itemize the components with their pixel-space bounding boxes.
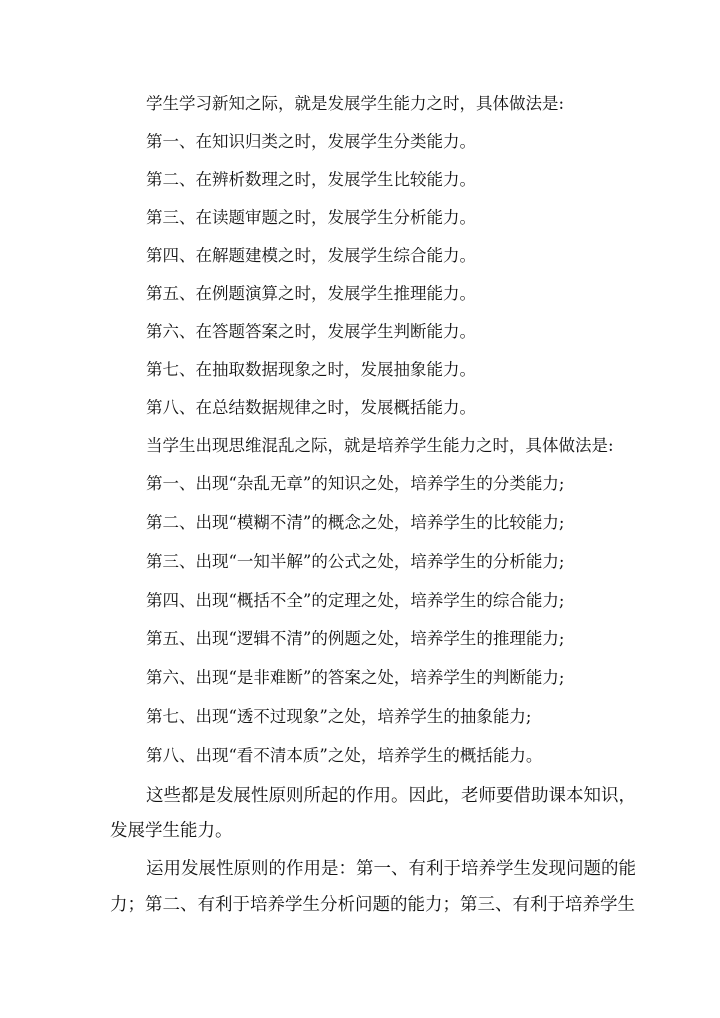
paragraph-4-line-1: 运用发展性原则的作用是：第一、有利于培养学生发现问题的能 [146, 859, 636, 879]
section2-item-4: 第四、出现“概括不全”的定理之处，培养学生的综合能力; [146, 591, 565, 610]
section2-item-3: 第三、出现“一知半解”的公式之处，培养学生的分析能力; [146, 552, 565, 571]
paragraph-3-line-2: 发展学生能力。 [110, 821, 233, 841]
paragraph-4-line-2: 力；第二、有利于培养学生分析问题的能力；第三、有利于培养学生 [110, 895, 635, 915]
paragraph-3-line-1: 这些都是发展性原则所起的作用。因此，老师要借助课本知识， [146, 786, 636, 806]
section2-item-1: 第一、出现“杂乱无章”的知识之处，培养学生的分类能力; [146, 474, 565, 493]
section1-intro: 学生学习新知之际，就是发展学生能力之时，具体做法是: [146, 94, 565, 113]
section1-item-7: 第七、在抽取数据现象之时，发展抽象能力。 [146, 360, 476, 379]
section1-item-4: 第四、在解题建模之时，发展学生综合能力。 [146, 246, 476, 265]
section2-item-8: 第八、出现“看不清本质”之处，培养学生的概括能力。 [146, 746, 543, 765]
section1-item-8: 第八、在总结数据规律之时，发展概括能力。 [146, 398, 476, 417]
section2-intro: 当学生出现思维混乱之际，就是培养学生能力之时，具体做法是: [146, 436, 614, 455]
section1-item-6: 第六、在答题答案之时，发展学生判断能力。 [146, 322, 476, 341]
section1-item-1: 第一、在知识归类之时，发展学生分类能力。 [146, 132, 476, 151]
section2-item-6: 第六、出现“是非难断”的答案之处，培养学生的判断能力; [146, 668, 565, 687]
section1-item-2: 第二、在辨析数理之时，发展学生比较能力。 [146, 170, 476, 189]
section1-item-5: 第五、在例题演算之时，发展学生推理能力。 [146, 284, 476, 303]
section2-item-5: 第五、出现“逻辑不清”的例题之处，培养学生的推理能力; [146, 629, 565, 648]
section2-item-2: 第二、出现“模糊不清”的概念之处，培养学生的比较能力; [146, 513, 565, 532]
section2-item-7: 第七、出现“透不过现象”之处，培养学生的抽象能力; [146, 707, 532, 726]
section1-item-3: 第三、在读题审题之时，发展学生分析能力。 [146, 208, 476, 227]
